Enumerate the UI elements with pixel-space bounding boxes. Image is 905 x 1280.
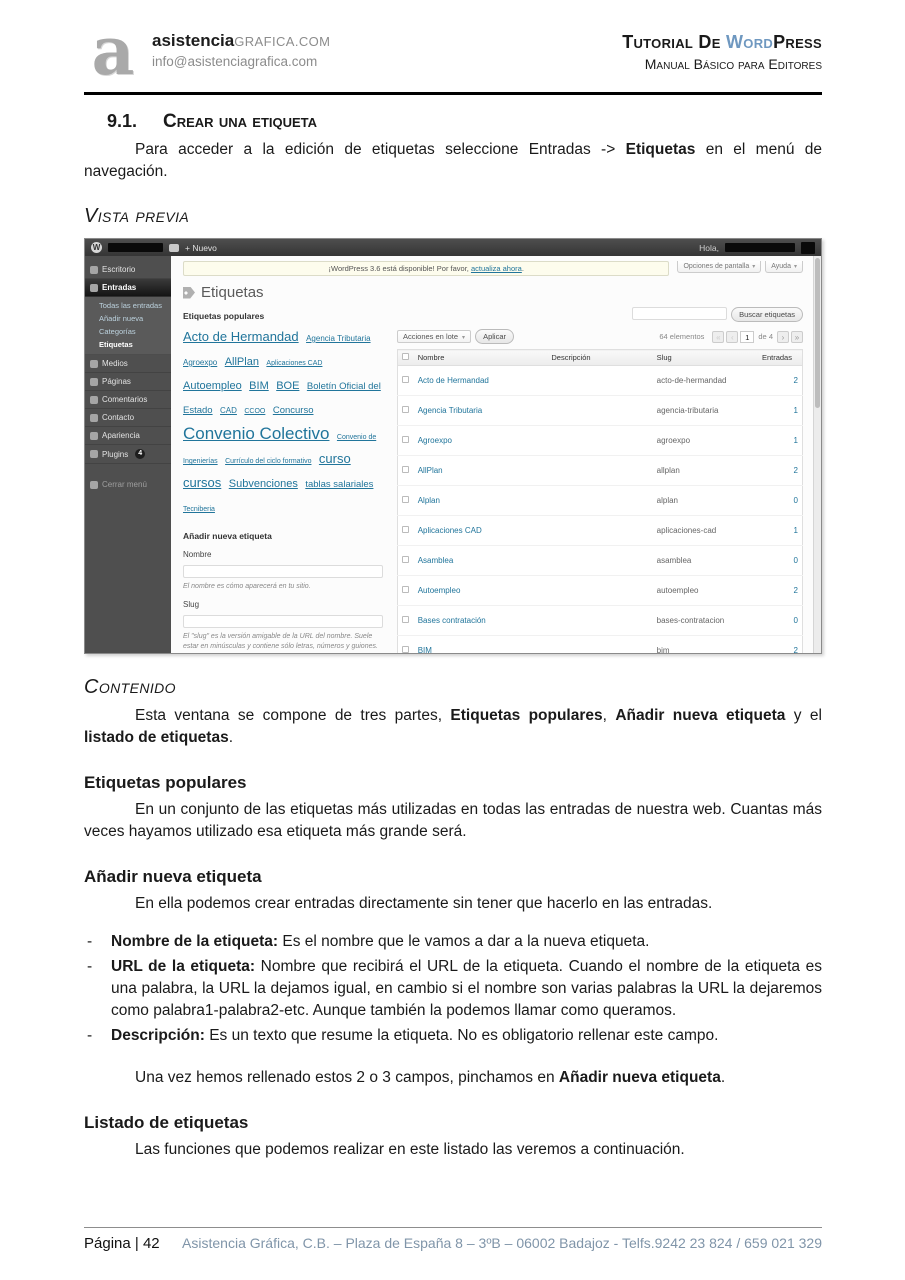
tag-row xyxy=(398,396,803,426)
page-number: Página | 42 xyxy=(84,1235,160,1252)
tag-name-link[interactable]: Agroexpo xyxy=(417,436,452,445)
tag-slug-cell: agencia-tributaria xyxy=(653,396,758,426)
tag-link[interactable]: BIM xyxy=(249,380,269,392)
contact-icon xyxy=(90,414,98,422)
comments-bubble-icon[interactable] xyxy=(169,244,179,252)
wp-content-area xyxy=(171,256,821,654)
search-tags-input[interactable] xyxy=(632,307,727,320)
pagination xyxy=(712,331,803,343)
tag-count-link[interactable]: 2 xyxy=(793,586,798,595)
tag-description-cell xyxy=(547,516,652,546)
tag-count-link[interactable]: 2 xyxy=(793,646,798,654)
select-all-checkbox[interactable] xyxy=(402,353,409,360)
column-header-entradas[interactable]: Entradas xyxy=(758,350,803,366)
submenu-anadir-nueva[interactable]: Añadir nueva xyxy=(99,314,144,323)
tag-description-cell xyxy=(547,606,652,636)
list-toolbar xyxy=(397,329,803,344)
update-now-link[interactable]: actualiza ahora xyxy=(470,264,522,273)
tag-link[interactable]: tablas salariales xyxy=(305,479,374,490)
closing-paragraph: Una vez hemos rellenado estos 2 o 3 campos, pinchamos en Añadir nueva etiqueta. xyxy=(135,1069,726,1086)
tag-count-link[interactable]: 0 xyxy=(793,556,798,565)
tag-description-cell xyxy=(547,546,652,576)
tag-link[interactable]: curso xyxy=(318,451,351,466)
wp-page-title: Etiquetas xyxy=(201,284,264,301)
row-checkbox[interactable] xyxy=(402,466,409,473)
tag-count-link[interactable]: 1 xyxy=(793,436,798,445)
tag-name-link[interactable]: Autoempleo xyxy=(417,586,461,595)
tag-link[interactable]: Convenio de Ingenierías xyxy=(183,434,377,465)
tag-name-link[interactable]: BIM xyxy=(417,646,432,654)
tag-link[interactable]: CAD xyxy=(220,406,237,415)
name-help-text: El nombre es cómo aparecerá en tu sitio. xyxy=(183,583,311,590)
tag-row xyxy=(398,516,803,546)
document-title-block xyxy=(622,26,822,72)
add-tag-form-heading: Añadir nueva etiqueta xyxy=(183,531,272,541)
menu-entradas[interactable]: Entradas xyxy=(85,279,171,297)
tag-description-cell xyxy=(547,456,652,486)
tag-description-cell xyxy=(547,636,652,655)
tag-link[interactable]: Convenio Colectivo xyxy=(183,424,330,443)
current-page-input[interactable]: 1 xyxy=(740,331,754,343)
row-checkbox[interactable] xyxy=(402,496,409,503)
row-checkbox[interactable] xyxy=(402,616,409,623)
listado-de-etiquetas-paragraph: Las funciones que podemos realizar en este listado las veremos a continuación. xyxy=(135,1141,685,1158)
name-label: Nombre xyxy=(183,550,212,559)
tag-name-link[interactable]: Acto de Hermandad xyxy=(417,376,489,385)
etiquetas-populares-paragraph: En un conjunto de las etiquetas más utilizadas en todas las entradas de nuestra web. Cuantas más veces hayamos utilizado esa etiqueta más grande será. xyxy=(84,801,822,840)
tag-link[interactable]: BOE xyxy=(276,380,300,392)
row-checkbox[interactable] xyxy=(402,526,409,533)
tag-name-link[interactable]: Aplicaciones CAD xyxy=(417,526,482,535)
menu-apariencia[interactable]: Apariencia xyxy=(85,427,171,445)
tag-link[interactable]: Subvenciones xyxy=(228,478,298,490)
tag-slug-cell: autoempleo xyxy=(653,576,758,606)
tag-name-link[interactable]: Bases contratación xyxy=(417,616,486,625)
row-checkbox[interactable] xyxy=(402,376,409,383)
brand-block xyxy=(84,12,331,90)
chevron-down-icon xyxy=(462,332,465,341)
collapse-menu-button[interactable]: Cerrar menú xyxy=(85,476,171,493)
media-icon xyxy=(90,360,98,368)
tag-link[interactable]: Agencia Tributaria xyxy=(306,334,371,343)
menu-medios[interactable]: Medios xyxy=(85,355,171,373)
tag-link[interactable]: Concurso xyxy=(272,405,314,416)
chevron-down-icon xyxy=(794,263,797,270)
redacted-user-name xyxy=(725,243,795,252)
tag-link[interactable]: Aplicaciones CAD xyxy=(266,360,323,367)
column-header-slug: Slug xyxy=(653,350,758,366)
update-nag: ¡WordPress 3.6 está disponible! Por favor, actualiza ahora. xyxy=(183,261,669,276)
add-tag-column xyxy=(183,307,383,654)
tag-count-link[interactable]: 1 xyxy=(793,526,798,535)
tag-slug-cell: bim xyxy=(653,636,758,655)
tag-count-link[interactable]: 1 xyxy=(793,406,798,415)
pages-icon xyxy=(90,378,98,386)
column-header-nombre[interactable]: Nombre xyxy=(414,350,548,366)
popular-tags-heading: Etiquetas populares xyxy=(183,311,265,321)
plugins-icon xyxy=(90,450,98,458)
tag-description-cell xyxy=(547,396,652,426)
document-header xyxy=(84,12,822,90)
brand-name: asistenciaGRAFICA.COM xyxy=(152,31,331,50)
new-content-button[interactable]: + Nuevo xyxy=(185,242,217,253)
help-button[interactable]: Ayuda ▾ xyxy=(765,261,803,273)
asistencia-grafica-logo xyxy=(84,12,142,90)
row-checkbox[interactable] xyxy=(402,556,409,563)
dashboard-icon xyxy=(90,266,98,274)
tags-table xyxy=(397,349,803,654)
tag-link[interactable]: Agroexpo xyxy=(183,358,218,367)
tag-link[interactable]: Boletín Oficial del Estado xyxy=(183,381,381,416)
tag-cloud xyxy=(183,325,383,519)
total-pages-label: de 4 xyxy=(758,332,773,341)
tag-link[interactable]: Tecniberia xyxy=(183,506,215,513)
menu-paginas[interactable]: Páginas xyxy=(85,373,171,391)
row-checkbox[interactable] xyxy=(402,646,409,653)
tag-slug-cell: allplan xyxy=(653,456,758,486)
wp-admin-bar xyxy=(85,239,821,256)
tag-link[interactable]: Acto de Hermandad xyxy=(183,329,299,344)
search-tags-button[interactable]: Buscar etiquetas xyxy=(731,307,803,322)
tag-icon xyxy=(183,287,195,299)
anadir-nueva-etiqueta-heading: Añadir nueva etiqueta xyxy=(84,867,262,886)
wordpress-logo-icon[interactable]: W xyxy=(92,243,101,252)
tag-row xyxy=(398,576,803,606)
header-rule xyxy=(84,92,822,95)
tag-slug-cell: aplicaciones-cad xyxy=(653,516,758,546)
next-page-button[interactable]: › xyxy=(777,331,789,343)
footer-contact-info: Asistencia Gráfica, C.B. – Plaza de España 8 – 3ºB – 06002 Badajoz - Telfs.9242 23 824 / 659 021 329 xyxy=(182,1235,822,1251)
tag-row xyxy=(398,456,803,486)
posts-icon xyxy=(90,284,98,292)
tag-row xyxy=(398,486,803,516)
intro-paragraph: Para acceder a la edición de etiquetas seleccione Entradas -> Etiquetas en el menú de navegación. xyxy=(84,141,823,180)
tag-name-link[interactable]: AllPlan xyxy=(417,466,443,475)
scrollbar-thumb[interactable] xyxy=(815,258,820,408)
tag-count-link[interactable]: 2 xyxy=(793,466,798,475)
row-checkbox[interactable] xyxy=(402,586,409,593)
appearance-icon xyxy=(90,432,98,440)
prev-page-button[interactable]: ‹ xyxy=(726,331,738,343)
logo-letter: a xyxy=(91,12,135,90)
tag-slug-input[interactable] xyxy=(183,615,383,628)
menu-escritorio[interactable]: Escritorio xyxy=(85,261,171,279)
tag-slug-cell: acto-de-hermandad xyxy=(653,366,758,396)
slug-help-text: El "slug" es la versión amigable de la URL del nombre. Suele estar en minúsculas y contiene sólo letras, números y guiones. xyxy=(183,633,378,650)
tag-slug-cell: alplan xyxy=(653,486,758,516)
vista-previa-heading: Vista previa xyxy=(84,205,190,227)
last-page-button[interactable]: » xyxy=(791,331,803,343)
screen-options-button[interactable]: Opciones de pantalla ▾ xyxy=(677,261,761,273)
tag-slug-cell: agroexpo xyxy=(653,426,758,456)
list-item-url: - URL de la etiqueta: Nombre que recibirá el URL de la etiqueta. Cuando el nombre de la etiqueta es una palabra, la URL la dejamos igual, en cambio si el nombre son varias palabras la URL la dejaremos como palabra1-palabra2-etc. Aunque también la podemos llamar como queramos. xyxy=(84,956,822,1022)
section-number: 9.1. xyxy=(107,111,138,131)
row-checkbox[interactable] xyxy=(402,436,409,443)
column-header-descripcion: Descripción xyxy=(547,350,652,366)
brand-email: info@asistenciagrafica.com xyxy=(152,54,318,69)
menu-comentarios[interactable]: Comentarios xyxy=(85,391,171,409)
tag-row xyxy=(398,366,803,396)
tag-link[interactable]: AllPlan xyxy=(224,356,259,368)
section-title: 9.1. Crear una etiqueta xyxy=(107,111,318,132)
list-item-descripcion: - Descripción: Es un texto que resume la etiqueta. No es obligatorio rellenar este campo. xyxy=(84,1025,822,1047)
tag-link[interactable]: cursos xyxy=(183,475,222,490)
tag-description-cell xyxy=(547,576,652,606)
tag-link[interactable]: Currículo del ciclo formativo xyxy=(225,458,312,465)
tag-row xyxy=(398,426,803,456)
tag-name-link[interactable]: Asamblea xyxy=(417,556,454,565)
submenu-etiquetas[interactable]: Etiquetas xyxy=(99,340,133,349)
submenu-todas-las-entradas[interactable]: Todas las entradas xyxy=(99,301,162,310)
entradas-submenu xyxy=(85,297,171,355)
list-item-nombre: - Nombre de la etiqueta: Es el nombre que le vamos a dar a la nueva etiqueta. xyxy=(84,931,822,953)
row-checkbox[interactable] xyxy=(402,406,409,413)
bulk-actions-select[interactable]: Acciones en lote ▾ xyxy=(397,330,471,343)
wordpress-admin-screenshot xyxy=(84,238,822,654)
field-description-list xyxy=(84,931,822,1047)
add-tag-form xyxy=(183,550,383,654)
submenu-categorias[interactable]: Categorías xyxy=(99,327,136,336)
menu-contacto[interactable]: Contacto xyxy=(85,409,171,427)
tag-link[interactable]: CCOO xyxy=(244,408,266,415)
collapse-icon xyxy=(90,481,98,489)
items-count: 64 elementos xyxy=(659,332,705,341)
tag-slug-cell: asamblea xyxy=(653,546,758,576)
redacted-avatar xyxy=(801,242,815,254)
tag-name-input[interactable] xyxy=(183,565,383,578)
menu-plugins[interactable]: Plugins 4 xyxy=(85,445,171,464)
tag-description-cell xyxy=(547,426,652,456)
contenido-paragraph: Esta ventana se compone de tres partes, Etiquetas populares, Añadir nueva etiqueta y el listado de etiquetas. xyxy=(84,707,822,746)
chevron-down-icon xyxy=(752,263,755,270)
admin-greeting: Hola, xyxy=(699,242,719,253)
listado-de-etiquetas-heading: Listado de etiquetas xyxy=(84,1113,249,1132)
document-title: Tutorial De WordPress xyxy=(622,32,822,52)
tag-row xyxy=(398,636,803,655)
slug-label: Slug xyxy=(183,600,200,610)
tags-list-column xyxy=(397,307,803,654)
document-footer xyxy=(84,1227,822,1252)
tag-description-cell xyxy=(547,366,652,396)
tag-name-link[interactable]: Agencia Tributaria xyxy=(417,406,483,415)
tag-count-link[interactable]: 0 xyxy=(793,616,798,625)
tag-count-link[interactable]: 2 xyxy=(793,376,798,385)
tag-row xyxy=(398,606,803,636)
document-subtitle: Manual Básico para Editores xyxy=(644,56,822,72)
scrollbar[interactable] xyxy=(813,256,821,653)
etiquetas-populares-heading: Etiquetas populares xyxy=(84,773,247,792)
comments-icon xyxy=(90,396,98,404)
tag-link[interactable]: Autoempleo xyxy=(183,380,242,392)
footer-rule xyxy=(84,1227,822,1228)
anadir-nueva-etiqueta-paragraph: En ella podemos crear entradas directamente sin tener que hacerlo en las entradas. xyxy=(135,895,713,912)
wp-admin-menu xyxy=(85,256,171,654)
tag-description-cell xyxy=(547,486,652,516)
tag-count-link[interactable]: 0 xyxy=(793,496,798,505)
tag-slug-cell: bases-contratacion xyxy=(653,606,758,636)
tag-name-link[interactable]: Alplan xyxy=(417,496,440,505)
first-page-button[interactable]: « xyxy=(712,331,724,343)
tag-row xyxy=(398,546,803,576)
apply-button[interactable]: Aplicar xyxy=(475,329,514,344)
plugins-update-badge: 4 xyxy=(135,449,145,459)
contenido-heading: Contenido xyxy=(84,676,176,698)
redacted-site-name xyxy=(108,243,163,252)
